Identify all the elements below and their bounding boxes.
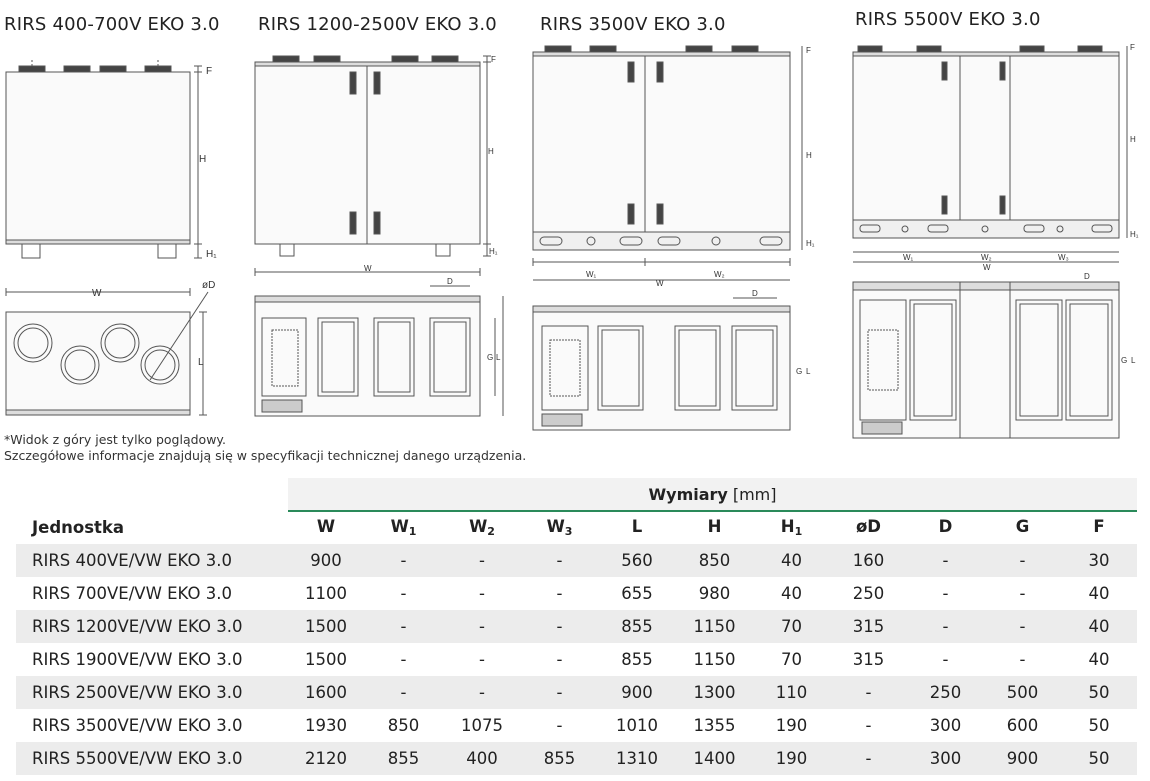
label-f-2: F [491, 55, 496, 64]
table-row [16, 610, 1137, 643]
cell-w3: 855 [521, 742, 598, 775]
column-header-od: øD [855, 517, 882, 536]
label-h1-4: H₁ [1130, 230, 1139, 239]
label-w-3: W [656, 279, 664, 288]
cell-od: 250 [852, 584, 885, 603]
cell-h1: 70 [781, 650, 802, 669]
cell-w1: 850 [387, 716, 420, 735]
label-l-3: L [806, 367, 811, 376]
cell-f: 40 [1088, 584, 1110, 603]
cell-w1: - [400, 584, 407, 603]
cell-w1: - [364, 544, 443, 577]
caption-rirs-5500: RIRS 5500V EKO 3.0 [855, 9, 1041, 30]
unit-name: RIRS 400VE/VW EKO 3.0 [16, 544, 288, 577]
cell-f: 30 [1061, 544, 1137, 577]
label-h-1: H [199, 154, 207, 165]
cell-w: 1100 [305, 584, 347, 603]
label-w2-4: W₂ [981, 253, 992, 262]
cell-g: 500 [984, 676, 1061, 709]
note-line-2: Szczegółowe informacje znajdują się w specyfikacji technicznej danego urządzenia. [4, 448, 527, 463]
cell-w2: 400 [443, 742, 521, 775]
label-w2-3: W₂ [714, 270, 725, 279]
cell-h: 1355 [693, 716, 736, 735]
label-od-1: øD [202, 280, 216, 291]
drawing-400-700-top [6, 288, 208, 415]
cell-l: 900 [598, 676, 676, 709]
cell-g: 900 [984, 742, 1061, 775]
label-w-4: W [983, 263, 991, 272]
label-w-2: W [364, 264, 372, 273]
cell-f: 50 [1088, 716, 1110, 735]
cell-w1: 855 [364, 742, 443, 775]
cell-l: 560 [598, 544, 676, 577]
column-header-unit: Jednostka [32, 518, 125, 537]
cell-h: 1150 [693, 650, 736, 669]
label-h1-3: H₁ [806, 239, 815, 248]
label-f-3: F [806, 46, 811, 55]
caption-rirs-1200-2500: RIRS 1200-2500V EKO 3.0 [258, 14, 497, 35]
cell-h: 1300 [676, 676, 753, 709]
drawing-5500-front [853, 46, 1127, 262]
cell-w: 1930 [305, 716, 347, 735]
cell-l: 855 [598, 610, 676, 643]
column-header-h: H [707, 517, 722, 536]
drawing-400-700-front [6, 60, 202, 258]
dimensions-table [16, 511, 1137, 775]
unit-name: RIRS 700VE/VW EKO 3.0 [32, 584, 232, 603]
column-header-g: G [1015, 517, 1030, 536]
cell-g: - [984, 544, 1061, 577]
cell-d: - [942, 650, 949, 669]
unit-name: RIRS 2500VE/VW EKO 3.0 [16, 676, 288, 709]
label-l-4: L [1131, 356, 1136, 365]
label-w3-4: W₃ [1058, 253, 1069, 262]
dimensions-unit: [mm] [732, 484, 777, 504]
table-row [16, 742, 1137, 775]
drawing-5500-top [853, 282, 1119, 438]
cell-d: - [907, 610, 984, 643]
cell-od: - [830, 676, 907, 709]
cell-d: - [942, 584, 949, 603]
unit-name: RIRS 5500VE/VW EKO 3.0 [16, 742, 288, 775]
cell-w3: - [521, 610, 598, 643]
cell-g: 600 [1006, 716, 1039, 735]
cell-l: 655 [621, 584, 653, 603]
column-header-w: W [316, 517, 336, 536]
cell-od: 315 [830, 610, 907, 643]
dimensions-group-header [288, 478, 1137, 510]
cell-g: - [1019, 584, 1026, 603]
label-h-2: H [488, 147, 494, 156]
cell-od: - [865, 716, 872, 735]
cell-od: 315 [852, 650, 885, 669]
cell-w2: - [479, 650, 485, 669]
label-h-3: H [806, 151, 812, 160]
label-w1-4: W₁ [903, 253, 914, 262]
drawing-3500-front [533, 46, 802, 280]
unit-name: RIRS 1200VE/VW EKO 3.0 [16, 610, 288, 643]
cell-w3: - [556, 716, 563, 735]
cell-f: 40 [1061, 610, 1137, 643]
cell-l: 1010 [616, 716, 658, 735]
column-header-d: D [938, 517, 953, 536]
cell-h: 850 [676, 544, 753, 577]
cell-h1: 190 [775, 716, 808, 735]
label-w-1: W [92, 288, 102, 299]
label-g-2: G [487, 353, 494, 362]
cell-f: 50 [1061, 742, 1137, 775]
unit-name: RIRS 3500VE/VW EKO 3.0 [32, 716, 243, 735]
table-row [16, 577, 1137, 610]
label-h-4: H [1130, 135, 1136, 144]
cell-h1: 190 [753, 742, 830, 775]
column-header-f: F [1093, 517, 1105, 536]
cell-f: 40 [1088, 650, 1110, 669]
cell-l: 1310 [598, 742, 676, 775]
column-header-w2: $W_2$ [469, 517, 495, 538]
column-header-h1: $H_1$ [780, 517, 803, 538]
cell-d: 300 [929, 716, 962, 735]
cell-w: 1600 [288, 676, 364, 709]
cell-h1: 110 [753, 676, 830, 709]
cell-h1: 40 [753, 544, 830, 577]
column-header-w3: $W_3$ [546, 517, 573, 538]
cell-g: - [984, 610, 1061, 643]
cell-w1: - [400, 650, 407, 669]
cell-w3: - [556, 584, 563, 603]
cell-f: 50 [1061, 676, 1137, 709]
cell-w: 2120 [288, 742, 364, 775]
drawing-1200-2500-front [255, 56, 491, 256]
cell-w2: - [443, 676, 521, 709]
cell-h: 1400 [676, 742, 753, 775]
cell-d: - [907, 544, 984, 577]
table-row [16, 544, 1137, 577]
cell-w1: - [364, 610, 443, 643]
cell-w: 900 [288, 544, 364, 577]
table-header-row [16, 511, 1137, 544]
drawing-3500-top [533, 298, 790, 430]
label-h1-1: H₁ [206, 249, 217, 260]
label-f-1: F [206, 66, 213, 77]
table-row [16, 709, 1137, 742]
cell-od: - [830, 742, 907, 775]
cell-w2: - [443, 544, 521, 577]
cell-d: 300 [907, 742, 984, 775]
cell-h: 1150 [676, 610, 753, 643]
cell-w3: - [521, 676, 598, 709]
cell-od: 160 [830, 544, 907, 577]
label-d-2: D [447, 277, 453, 286]
caption-rirs-3500: RIRS 3500V EKO 3.0 [540, 14, 726, 35]
label-h1-2: H₁ [489, 247, 498, 256]
note-line-1: *Widok z góry jest tylko poglądowy. [4, 432, 227, 447]
table-row [16, 676, 1137, 709]
cell-h1: 40 [781, 584, 802, 603]
cell-g: - [1019, 650, 1026, 669]
cell-w: 1500 [288, 610, 364, 643]
label-l-1: L [198, 357, 204, 368]
label-d-4: D [1084, 272, 1090, 281]
cell-h: 980 [698, 584, 731, 603]
cell-w3: - [521, 544, 598, 577]
caption-rirs-400-700: RIRS 400-700V EKO 3.0 [4, 14, 220, 35]
cell-w2: - [443, 610, 521, 643]
drawing-1200-2500-top [255, 268, 503, 416]
label-d-3: D [752, 289, 758, 298]
cell-w3: - [556, 650, 563, 669]
cell-w2: 1075 [461, 716, 503, 735]
cell-w: 1500 [305, 650, 347, 669]
unit-name: RIRS 1900VE/VW EKO 3.0 [32, 650, 243, 669]
column-header-w1: $W_1$ [390, 517, 417, 538]
column-header-l: L [631, 517, 643, 536]
dimensions-title: Wymiary [648, 484, 728, 504]
table-row [16, 643, 1137, 676]
label-l-2: L [496, 353, 501, 362]
label-g-3: G [796, 367, 803, 376]
label-g-4: G [1121, 356, 1128, 365]
cell-h1: 70 [753, 610, 830, 643]
label-f-4: F [1130, 43, 1135, 52]
cell-d: 250 [907, 676, 984, 709]
cell-w1: - [364, 676, 443, 709]
cell-l: 855 [621, 650, 653, 669]
label-w1-3: W₁ [586, 270, 597, 279]
cell-w2: - [479, 584, 485, 603]
